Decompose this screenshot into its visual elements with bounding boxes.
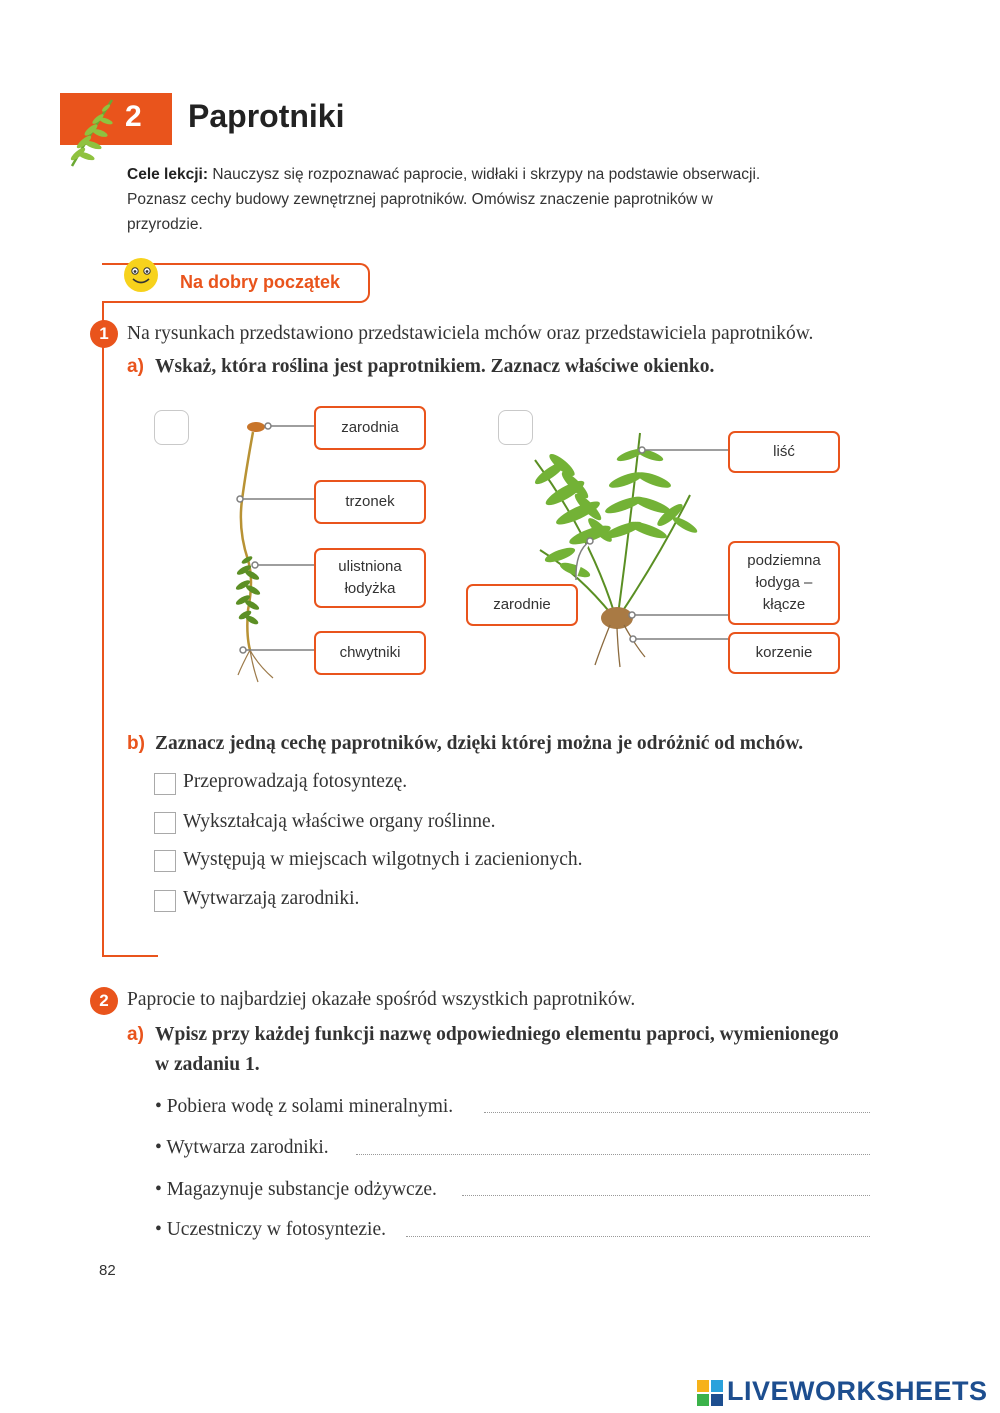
fern-leaf-icon xyxy=(64,94,124,170)
lesson-title: Paprotniki xyxy=(188,98,345,134)
label-korzenie: korzenie xyxy=(728,632,840,674)
task-1a-letter: a) xyxy=(127,356,144,377)
task-2-number: 2 xyxy=(90,987,118,1015)
answer-line-4[interactable] xyxy=(406,1236,870,1237)
moss-checkbox[interactable] xyxy=(154,410,189,445)
task-1-number: 1 xyxy=(90,320,118,348)
label-trzonek: trzonek xyxy=(314,480,426,524)
answer-line-1[interactable] xyxy=(484,1112,870,1113)
label-ulistniona-lodyzka: ulistniona łodyżka xyxy=(314,548,426,608)
option-4-label: Wytwarzają zarodniki. xyxy=(183,888,360,909)
answer-line-2[interactable] xyxy=(356,1154,870,1155)
function-item-4: • Uczestniczy w fotosyntezie. xyxy=(155,1219,386,1240)
task-2a-letter: a) xyxy=(127,1024,144,1045)
label-zarodnia: zarodnia xyxy=(314,406,426,450)
task-2-intro: Paprocie to najbardziej okazałe spośród wszystkich paprotników. xyxy=(127,989,636,1010)
label-klacze: podziemna łodyga – kłącze xyxy=(728,541,840,625)
task-1a-text: Wskaż, która roślina jest paprotnikiem. Zaznacz właściwe okienko. xyxy=(155,356,715,377)
answer-line-3[interactable] xyxy=(462,1195,870,1196)
option-2-label: Wykształcają właściwe organy roślinne. xyxy=(183,811,496,832)
option-3-label: Występują w miejscach wilgotnych i zacienionych. xyxy=(183,849,583,870)
brand-logo[interactable]: LIVEWORKSHEETS xyxy=(727,1376,988,1406)
section-frame-bottom xyxy=(102,955,158,957)
task-1b-letter: b) xyxy=(127,733,145,754)
task-1b-text: Zaznacz jedną cechę paprotników, dzięki której można je odróżnić od mchów. xyxy=(155,733,804,754)
function-item-1: • Pobiera wodę z solami mineralnymi. xyxy=(155,1096,454,1117)
task-2a-text-line1: Wpisz przy każdej funkcji nazwę odpowiedniego elementu paproci, wymienionego xyxy=(155,1024,839,1045)
function-item-3: • Magazynuje substancje odżywcze. xyxy=(155,1179,437,1200)
goals-label: Cele lekcji: xyxy=(127,166,208,183)
lesson-goals xyxy=(127,162,767,237)
liveworksheets-logo-icon xyxy=(697,1380,723,1406)
label-chwytniki: chwytniki xyxy=(314,631,426,675)
goals-text: Nauczysz się rozpoznawać paprocie, widłaki i skrzypy na podstawie obserwacji. Poznasz cechy budowy zewnętrznej paprotników. Omówisz znaczenie paprotników w przyrodzie. xyxy=(127,166,761,233)
option-1-checkbox[interactable] xyxy=(154,773,176,795)
section-label: Na dobry początek xyxy=(180,272,341,292)
label-lisc: liść xyxy=(728,431,840,473)
function-item-2: • Wytwarza zarodniki. xyxy=(155,1137,329,1158)
page-number: 82 xyxy=(99,1262,116,1279)
option-2-checkbox[interactable] xyxy=(154,812,176,834)
lesson-number: 2 xyxy=(125,100,142,133)
task-1-intro: Na rysunkach przedstawiono przedstawiciela mchów oraz przedstawiciela paprotników. xyxy=(127,323,814,344)
option-4-checkbox[interactable] xyxy=(154,890,176,912)
section-frame-left xyxy=(102,290,104,956)
option-3-checkbox[interactable] xyxy=(154,850,176,872)
smiley-icon xyxy=(122,256,160,294)
label-zarodnie: zarodnie xyxy=(466,584,578,626)
task-2a-text-line2: w zadaniu 1. xyxy=(155,1054,260,1075)
option-1-label: Przeprowadzają fotosyntezę. xyxy=(183,771,408,792)
